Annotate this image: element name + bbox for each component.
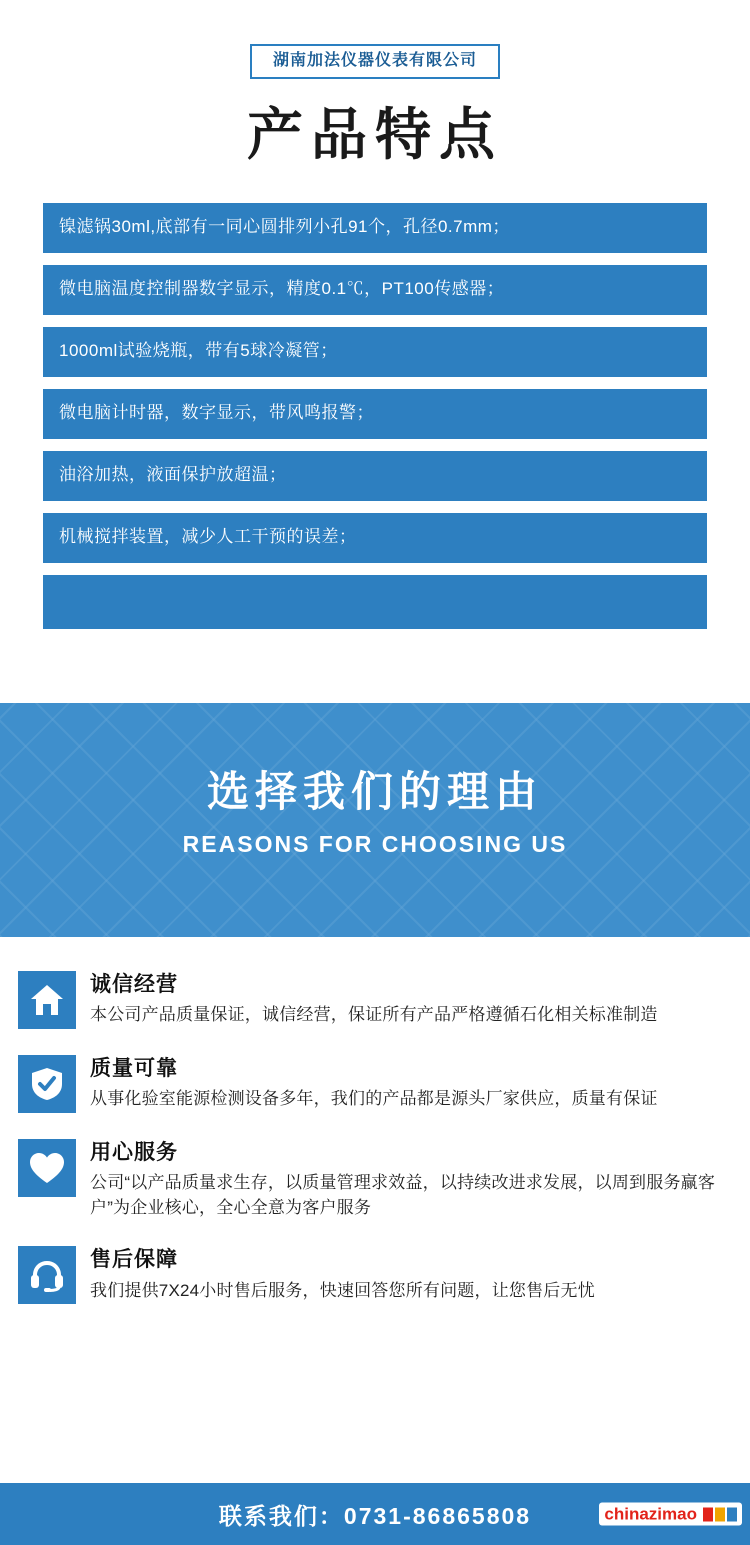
page-title: 产品特点 — [247, 102, 503, 166]
list-item: 微电脑温度控制器数字显示，精度0.1℃，PT100传感器； — [43, 265, 707, 315]
list-item: 镍滤锅30ml,底部有一同心圆排列小孔91个，孔径0.7mm； — [43, 203, 707, 253]
shield-check-icon — [18, 1055, 76, 1113]
heart-icon — [18, 1139, 76, 1197]
reason-title: 诚信经营 — [90, 972, 178, 996]
product-features-section — [0, 0, 750, 629]
reason-desc: 从事化验室能源检测设备多年，我们的产品都是源头厂家供应，质量有保证 — [90, 1089, 658, 1109]
company-name-badge: 湖南加法仪器仪表有限公司 — [250, 44, 500, 79]
headset-icon — [18, 1246, 76, 1304]
footer-contact-bar — [0, 1483, 750, 1545]
reason-title: 售后保障 — [90, 1248, 178, 1272]
banner-title-en: REASONS FOR CHOOSING US — [182, 831, 568, 858]
list-item — [18, 1139, 730, 1220]
list-item: 1000ml试验烧瓶，带有5球冷凝管； — [43, 327, 707, 377]
reason-desc: 我们提供7X24小时售后服务，快速回答您所有问题，让您售后无忧 — [90, 1280, 595, 1300]
contact-text: 联系我们：0731-86865808 — [218, 1502, 532, 1529]
section-divider — [0, 641, 750, 703]
reason-text — [90, 1139, 730, 1220]
reason-text — [90, 971, 730, 1028]
list-item — [18, 1246, 730, 1304]
reasons-list — [0, 937, 750, 1304]
feature-list — [0, 203, 750, 629]
list-item — [18, 971, 730, 1029]
reason-desc: 公司“以产品质量求生存，以质量管理求效益，以持续改进求发展，以周到服务赢客户”为企业核心，全心全意为客户服务 — [90, 1173, 716, 1217]
reason-text — [90, 1055, 730, 1112]
list-item: 油浴加热，液面保护放超温； — [43, 451, 707, 501]
home-icon — [18, 971, 76, 1029]
list-item: 机械搅拌装置，减少人工干预的误差； — [43, 513, 707, 563]
banner-title-cn: 选择我们的理由 — [206, 767, 543, 815]
list-item: 微电脑计时器，数字显示，带风鸣报警； — [43, 389, 707, 439]
reason-text — [90, 1246, 730, 1303]
reason-title: 用心服务 — [90, 1140, 178, 1164]
banner-content — [0, 703, 750, 858]
list-item — [18, 1055, 730, 1113]
reason-title: 质量可靠 — [90, 1056, 178, 1080]
logo-text: chinazimao — [604, 1504, 697, 1524]
chinazimao-logo[interactable] — [599, 1503, 742, 1526]
logo-blocks-icon — [701, 1507, 737, 1521]
list-item-empty — [43, 575, 707, 629]
reason-desc: 本公司产品质量保证，诚信经营，保证所有产品严格遵循石化相关标准制造 — [90, 1005, 658, 1025]
reasons-banner — [0, 703, 750, 937]
